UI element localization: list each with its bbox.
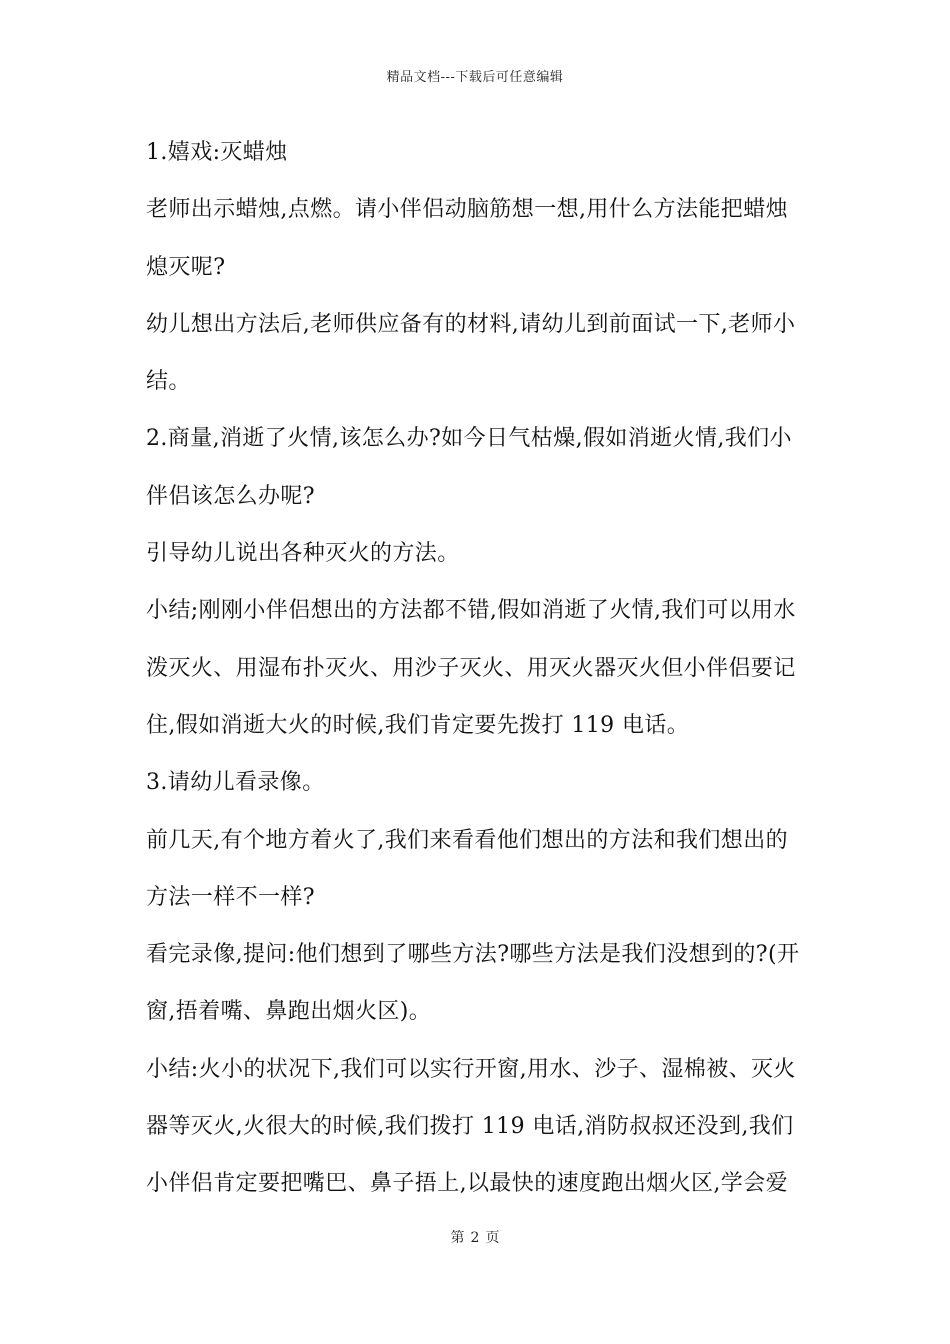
text-line: 方法一样不一样? (146, 884, 315, 910)
text-line: 住,假如消逝大火的时候,我们肯定要先拨打 119 电话。 (146, 712, 690, 738)
document-body (146, 130, 812, 1219)
text-line: 伴侣该怎么办呢? (146, 483, 315, 509)
text-line: 小伴侣肯定要把嘴巴、鼻子捂上,以最快的速度跑出烟火区,学会爱 (146, 1171, 788, 1197)
text-line: 幼儿想出方法后,老师供应备有的材料,请幼儿到前面试一下,老师小 (146, 311, 796, 337)
text-line: 器等灭火,火很大的时候,我们拨打 119 电话,消防叔叔还没到,我们 (146, 1114, 794, 1140)
text-line: 1.嬉戏:灭蜡烛 (146, 140, 288, 165)
page-header: 精品文档---下载后可任意编辑 (386, 70, 564, 85)
text-line: 3.请幼儿看录像。 (146, 770, 325, 796)
text-line: 老师出示蜡烛,点燃。请小伴侣动脑筋想一想,用什么方法能把蜡烛 (146, 197, 788, 223)
page-number-suffix: 页 (485, 1230, 500, 1246)
text-line: 引导幼儿说出各种灭火的方法。 (146, 541, 460, 567)
text-line: 结。 (146, 369, 191, 395)
text-line: 小结;刚刚小伴侣想出的方法都不错,假如消逝了火情,我们可以用水 (146, 598, 796, 624)
text-line: 熄灭呢? (146, 254, 226, 280)
text-line: 2.商量,消逝了火情,该怎么办?如今日气枯燥,假如消逝火情,我们小 (146, 426, 792, 452)
text-line: 看完录像,提问:他们想到了哪些方法?哪些方法是我们没想到的?(开 (146, 942, 800, 968)
text-line: 窗,捂着嘴、鼻跑出烟火区)。 (146, 999, 432, 1025)
text-line: 泼灭火、用湿布扑灭火、用沙子灭火、用灭火器灭火但小伴侣要记 (146, 655, 796, 681)
page-number-prefix: 第 (450, 1230, 465, 1246)
text-line: 前几天,有个地方着火了,我们来看看他们想出的方法和我们想出的 (146, 827, 788, 853)
page-number: 2 (470, 1230, 480, 1246)
text-line: 小结:火小的状况下,我们可以实行开窗,用水、沙子、湿棉被、灭火 (146, 1056, 796, 1082)
page-footer (0, 1227, 950, 1247)
